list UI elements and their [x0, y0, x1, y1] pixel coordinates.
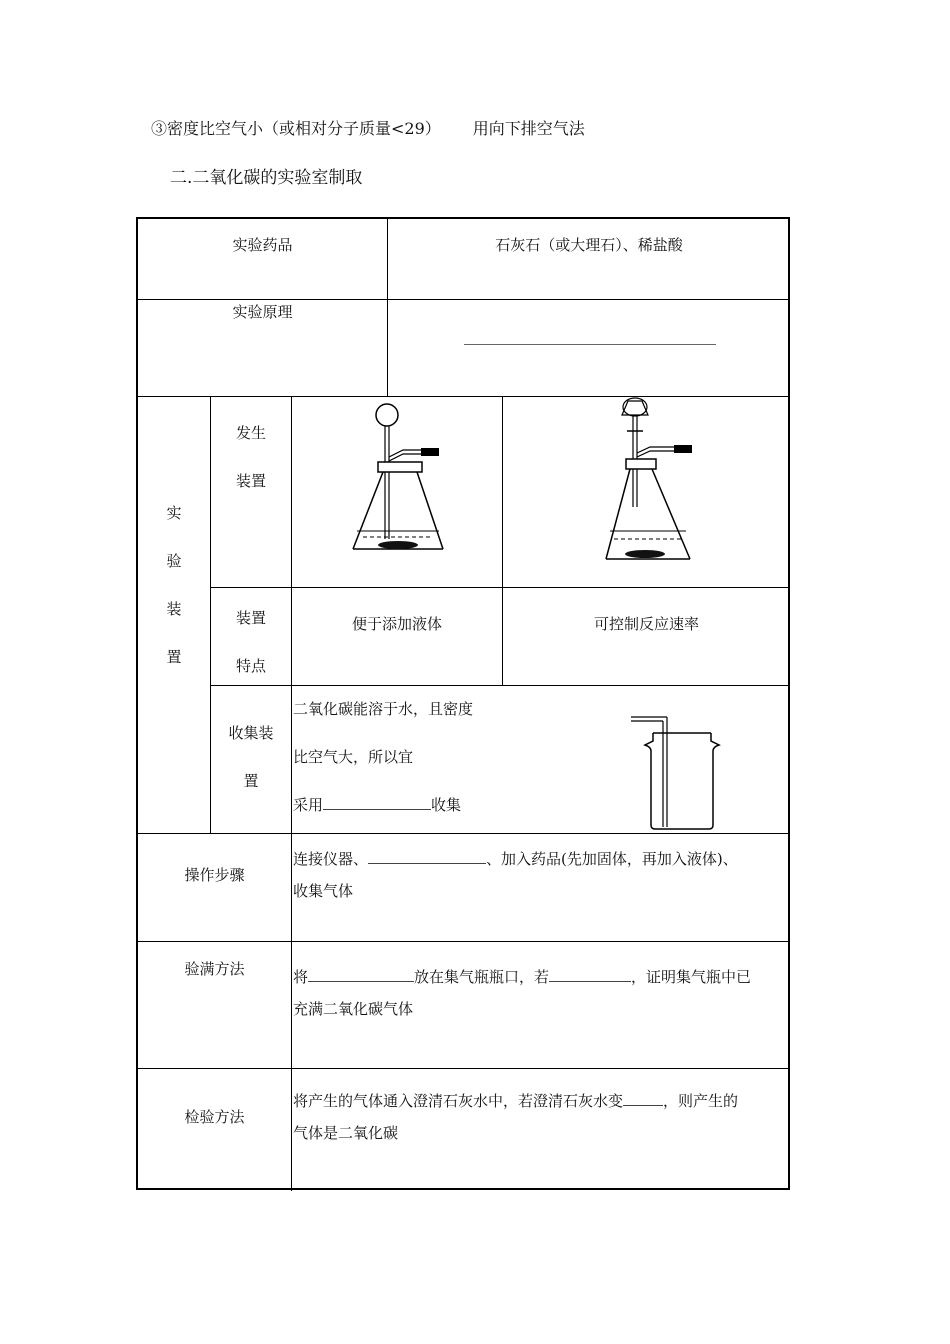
collect-blank: [323, 795, 431, 810]
test-label: 检验方法: [184, 1108, 245, 1126]
feature-right: 可控制反应速率: [593, 615, 699, 633]
steps-label: 操作步骤: [184, 866, 245, 884]
principle-label: 实验原理: [232, 303, 293, 321]
full-text: 将 放在集气瓶瓶口，若 ，证明集气瓶中已 充满二氧化碳气体: [293, 968, 752, 1018]
generator-label: 发生 装置: [235, 424, 266, 490]
section-title: 二.二氧化碳的实验室制取: [170, 168, 363, 188]
features-label: 装置 特点: [235, 609, 266, 675]
intro-line: [151, 116, 585, 139]
steps-blank: [368, 849, 486, 864]
intro-left: ③密度比空气小（或相对分子质量<29）: [151, 119, 441, 138]
full-blank-1: [308, 967, 414, 982]
full-label: 验满方法: [184, 960, 245, 978]
co2-table: [136, 217, 790, 1190]
steps-text: 连接仪器、 、加入药品(先加固体，再加入液体)、 收集气体: [293, 850, 738, 900]
test-blank: [623, 1091, 663, 1106]
test-text: 将产生的气体通入澄清石灰水中，若澄清石灰水变 ，则产生的 气体是二氧化碳: [293, 1092, 739, 1142]
gas-jar-diagram: [623, 711, 723, 835]
flask-separatory-funnel-diagram: [600, 397, 720, 562]
drugs-value: 石灰石（或大理石）、稀盐酸: [495, 236, 683, 254]
full-blank-2: [549, 967, 631, 982]
intro-right: 用向下排空气法: [472, 119, 585, 138]
feature-left: 便于添加液体: [351, 615, 442, 633]
principle-blank: [464, 344, 716, 345]
apparatus-label: 实 验 装 置: [166, 504, 182, 666]
collect-label: 收集装 置: [228, 724, 274, 790]
drugs-label: 实验药品: [232, 236, 293, 254]
collect-text: 二氧化碳能溶于水，且密度 比空气大，所以宜 采用 收集: [293, 700, 474, 814]
flask-long-funnel-diagram: [343, 399, 463, 559]
